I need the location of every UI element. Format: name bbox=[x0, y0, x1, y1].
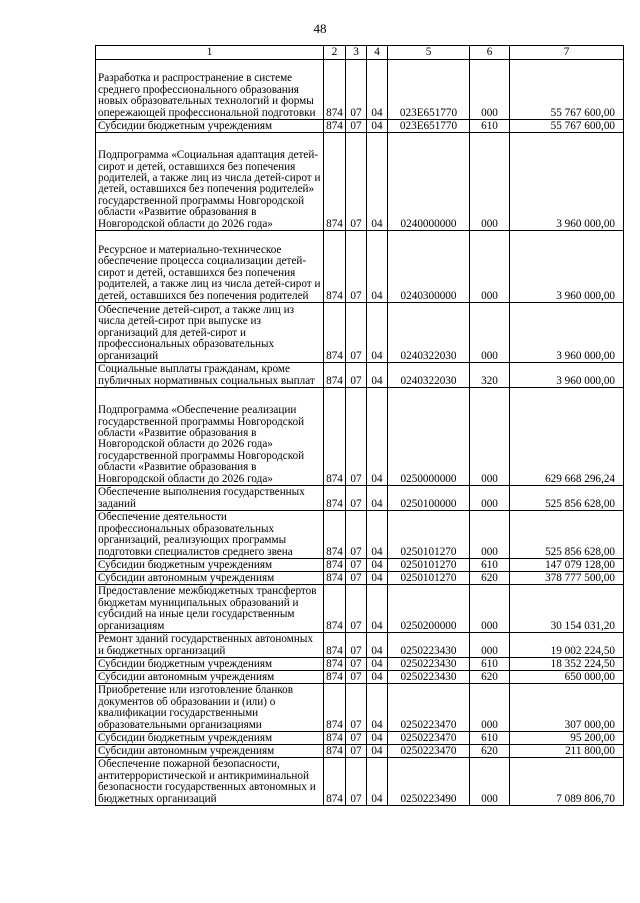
cell-subsection-code: 04 bbox=[367, 486, 388, 511]
cell-section-code: 07 bbox=[346, 572, 367, 585]
table-row bbox=[96, 559, 624, 572]
cell-expense-type: 000 bbox=[470, 60, 510, 120]
cell-target-article: 0240322030 bbox=[388, 363, 470, 388]
cell-expense-type: 000 bbox=[470, 133, 510, 231]
table-row bbox=[96, 633, 624, 658]
cell-expense-type: 320 bbox=[470, 363, 510, 388]
cell-target-article: 0240322030 bbox=[388, 303, 470, 363]
cell-description: Ремонт зданий государственных автономных и бюджетных организаций bbox=[96, 633, 324, 658]
table-row bbox=[96, 684, 624, 732]
cell-section-code: 07 bbox=[346, 120, 367, 133]
cell-expense-type: 610 bbox=[470, 658, 510, 671]
cell-section-code: 07 bbox=[346, 732, 367, 745]
cell-expense-type: 610 bbox=[470, 559, 510, 572]
cell-expense-type: 000 bbox=[470, 388, 510, 486]
cell-target-article: 0250223490 bbox=[388, 758, 470, 806]
cell-subsection-code: 04 bbox=[367, 60, 388, 120]
table-row bbox=[96, 745, 624, 758]
cell-description: Субсидии бюджетным учреждениям bbox=[96, 732, 324, 745]
cell-expense-type: 000 bbox=[470, 633, 510, 658]
cell-ministry-code: 874 bbox=[324, 585, 346, 633]
cell-subsection-code: 04 bbox=[367, 671, 388, 684]
cell-description: Предоставление межбюджетных трансфертов бюджетам муниципальных образований и субсидий на иные цели государственным организациям bbox=[96, 585, 324, 633]
cell-expense-type: 620 bbox=[470, 671, 510, 684]
cell-section-code: 07 bbox=[346, 758, 367, 806]
cell-subsection-code: 04 bbox=[367, 120, 388, 133]
column-header: 4 bbox=[367, 46, 388, 60]
cell-section-code: 07 bbox=[346, 585, 367, 633]
column-header: 6 bbox=[470, 46, 510, 60]
cell-amount: 650 000,00 bbox=[510, 671, 624, 684]
cell-section-code: 07 bbox=[346, 60, 367, 120]
cell-amount: 3 960 000,00 bbox=[510, 133, 624, 231]
cell-ministry-code: 874 bbox=[324, 511, 346, 559]
cell-ministry-code: 874 bbox=[324, 60, 346, 120]
cell-description: Приобретение или изготовление бланков документов об образовании и (или) о квалификации государственными образовательными организациями bbox=[96, 684, 324, 732]
table-body bbox=[96, 60, 624, 806]
cell-target-article: 0240000000 bbox=[388, 133, 470, 231]
cell-expense-type: 620 bbox=[470, 745, 510, 758]
table-row bbox=[96, 303, 624, 363]
cell-section-code: 07 bbox=[346, 745, 367, 758]
cell-target-article: 0250101270 bbox=[388, 572, 470, 585]
cell-description: Субсидии автономным учреждениям bbox=[96, 671, 324, 684]
cell-subsection-code: 04 bbox=[367, 585, 388, 633]
cell-description: Обеспечение детей-сирот, а также лиц из числа детей-сирот при выпуске из организаций для детей-сирот и профессиональных образовательных организаций bbox=[96, 303, 324, 363]
cell-section-code: 07 bbox=[346, 633, 367, 658]
cell-subsection-code: 04 bbox=[367, 511, 388, 559]
cell-target-article: 0250223430 bbox=[388, 633, 470, 658]
cell-amount: 525 856 628,00 bbox=[510, 511, 624, 559]
cell-section-code: 07 bbox=[346, 363, 367, 388]
cell-target-article: 023E651770 bbox=[388, 120, 470, 133]
cell-target-article: 0240300000 bbox=[388, 231, 470, 303]
cell-expense-type: 000 bbox=[470, 758, 510, 806]
cell-amount: 95 200,00 bbox=[510, 732, 624, 745]
cell-amount: 3 960 000,00 bbox=[510, 303, 624, 363]
cell-ministry-code: 874 bbox=[324, 658, 346, 671]
table-row bbox=[96, 511, 624, 559]
cell-ministry-code: 874 bbox=[324, 684, 346, 732]
column-header: 2 bbox=[324, 46, 346, 60]
budget-table bbox=[95, 45, 624, 806]
cell-ministry-code: 874 bbox=[324, 572, 346, 585]
cell-subsection-code: 04 bbox=[367, 231, 388, 303]
cell-description: Субсидии бюджетным учреждениям bbox=[96, 120, 324, 133]
table-row bbox=[96, 572, 624, 585]
cell-description: Социальные выплаты гражданам, кроме публичных нормативных социальных выплат bbox=[96, 363, 324, 388]
table-row bbox=[96, 658, 624, 671]
cell-target-article: 0250223430 bbox=[388, 671, 470, 684]
cell-expense-type: 000 bbox=[470, 585, 510, 633]
cell-subsection-code: 04 bbox=[367, 133, 388, 231]
cell-amount: 19 002 224,50 bbox=[510, 633, 624, 658]
cell-section-code: 07 bbox=[346, 671, 367, 684]
cell-section-code: 07 bbox=[346, 303, 367, 363]
cell-ministry-code: 874 bbox=[324, 671, 346, 684]
cell-subsection-code: 04 bbox=[367, 732, 388, 745]
cell-subsection-code: 04 bbox=[367, 303, 388, 363]
cell-ministry-code: 874 bbox=[324, 745, 346, 758]
cell-expense-type: 000 bbox=[470, 511, 510, 559]
cell-description: Разработка и распространение в системе среднего профессионального образования новых образовательных технологий и формы опережающей профессиональной подготовки bbox=[96, 60, 324, 120]
cell-expense-type: 620 bbox=[470, 572, 510, 585]
page-number: 48 bbox=[313, 21, 327, 36]
cell-target-article: 0250223470 bbox=[388, 745, 470, 758]
cell-target-article: 0250223470 bbox=[388, 732, 470, 745]
cell-ministry-code: 874 bbox=[324, 758, 346, 806]
cell-amount: 18 352 224,50 bbox=[510, 658, 624, 671]
column-header: 7 bbox=[510, 46, 624, 60]
cell-section-code: 07 bbox=[346, 559, 367, 572]
cell-subsection-code: 04 bbox=[367, 633, 388, 658]
cell-target-article: 0250101270 bbox=[388, 511, 470, 559]
cell-description: Обеспечение выполнения государственных заданий bbox=[96, 486, 324, 511]
cell-ministry-code: 874 bbox=[324, 633, 346, 658]
cell-description: Субсидии бюджетным учреждениям bbox=[96, 658, 324, 671]
table-row bbox=[96, 231, 624, 303]
cell-amount: 211 800,00 bbox=[510, 745, 624, 758]
table-row bbox=[96, 388, 624, 486]
cell-target-article: 0250101270 bbox=[388, 559, 470, 572]
cell-ministry-code: 874 bbox=[324, 732, 346, 745]
cell-amount: 55 767 600,00 bbox=[510, 120, 624, 133]
cell-target-article: 023E651770 bbox=[388, 60, 470, 120]
cell-section-code: 07 bbox=[346, 511, 367, 559]
cell-target-article: 0250100000 bbox=[388, 486, 470, 511]
cell-ministry-code: 874 bbox=[324, 133, 346, 231]
cell-target-article: 0250223430 bbox=[388, 658, 470, 671]
table-row bbox=[96, 363, 624, 388]
cell-expense-type: 610 bbox=[470, 732, 510, 745]
table-row bbox=[96, 758, 624, 806]
cell-subsection-code: 04 bbox=[367, 658, 388, 671]
cell-description: Обеспечение пожарной безопасности, антитеррористической и антикриминальной безопасности государственных автономных и бюджетных организаций bbox=[96, 758, 324, 806]
cell-subsection-code: 04 bbox=[367, 559, 388, 572]
cell-expense-type: 000 bbox=[470, 303, 510, 363]
cell-subsection-code: 04 bbox=[367, 758, 388, 806]
cell-subsection-code: 04 bbox=[367, 572, 388, 585]
cell-expense-type: 610 bbox=[470, 120, 510, 133]
cell-amount: 30 154 031,20 bbox=[510, 585, 624, 633]
cell-amount: 3 960 000,00 bbox=[510, 231, 624, 303]
cell-amount: 55 767 600,00 bbox=[510, 60, 624, 120]
table-header-row bbox=[96, 46, 624, 60]
cell-amount: 3 960 000,00 bbox=[510, 363, 624, 388]
table-row bbox=[96, 732, 624, 745]
cell-section-code: 07 bbox=[346, 486, 367, 511]
cell-target-article: 0250200000 bbox=[388, 585, 470, 633]
cell-section-code: 07 bbox=[346, 684, 367, 732]
table-row bbox=[96, 671, 624, 684]
cell-subsection-code: 04 bbox=[367, 388, 388, 486]
column-header: 5 bbox=[388, 46, 470, 60]
table-row bbox=[96, 120, 624, 133]
cell-subsection-code: 04 bbox=[367, 684, 388, 732]
cell-description: Подпрограмма «Социальная адаптация детей-сирот и детей, оставшихся без попечения родителей, а также лиц из числа детей-сирот и детей, оставшихся без попечения родителей» государственной программы Новгородской области «Развитие образования в Новгородской области до 2026 года» bbox=[96, 133, 324, 231]
cell-amount: 7 089 806,70 bbox=[510, 758, 624, 806]
cell-expense-type: 000 bbox=[470, 684, 510, 732]
cell-description: Обеспечение деятельности профессиональных образовательных организаций, реализующих программы подготовки специалистов среднего звена bbox=[96, 511, 324, 559]
cell-target-article: 0250223470 bbox=[388, 684, 470, 732]
cell-ministry-code: 874 bbox=[324, 559, 346, 572]
cell-section-code: 07 bbox=[346, 658, 367, 671]
cell-section-code: 07 bbox=[346, 231, 367, 303]
cell-ministry-code: 874 bbox=[324, 231, 346, 303]
cell-expense-type: 000 bbox=[470, 486, 510, 511]
cell-description: Субсидии автономным учреждениям bbox=[96, 745, 324, 758]
cell-amount: 378 777 500,00 bbox=[510, 572, 624, 585]
cell-ministry-code: 874 bbox=[324, 120, 346, 133]
table-row bbox=[96, 133, 624, 231]
cell-amount: 629 668 296,24 bbox=[510, 388, 624, 486]
cell-section-code: 07 bbox=[346, 133, 367, 231]
cell-ministry-code: 874 bbox=[324, 388, 346, 486]
column-header: 3 bbox=[346, 46, 367, 60]
cell-ministry-code: 874 bbox=[324, 486, 346, 511]
cell-description: Ресурсное и материально-техническое обеспечение процесса социализации детей-сирот и детей, оставшихся без попечения родителей, а также лиц из числа детей-сирот и детей, оставшихся без попечения родителей bbox=[96, 231, 324, 303]
cell-description: Подпрограмма «Обеспечение реализации государственной программы Новгородской области «Развитие образования в Новгородской области до 2026 года» государственной программы Новгородской области «Развитие образования в Новгородской области до 2026 года» bbox=[96, 388, 324, 486]
table-row bbox=[96, 486, 624, 511]
cell-description: Субсидии автономным учреждениям bbox=[96, 572, 324, 585]
cell-description: Субсидии бюджетным учреждениям bbox=[96, 559, 324, 572]
cell-subsection-code: 04 bbox=[367, 745, 388, 758]
cell-section-code: 07 bbox=[346, 388, 367, 486]
cell-amount: 307 000,00 bbox=[510, 684, 624, 732]
cell-expense-type: 000 bbox=[470, 231, 510, 303]
cell-subsection-code: 04 bbox=[367, 363, 388, 388]
cell-target-article: 0250000000 bbox=[388, 388, 470, 486]
table-row bbox=[96, 60, 624, 120]
cell-amount: 525 856 628,00 bbox=[510, 486, 624, 511]
column-header: 1 bbox=[96, 46, 324, 60]
table-row bbox=[96, 585, 624, 633]
cell-ministry-code: 874 bbox=[324, 303, 346, 363]
cell-amount: 147 079 128,00 bbox=[510, 559, 624, 572]
cell-ministry-code: 874 bbox=[324, 363, 346, 388]
